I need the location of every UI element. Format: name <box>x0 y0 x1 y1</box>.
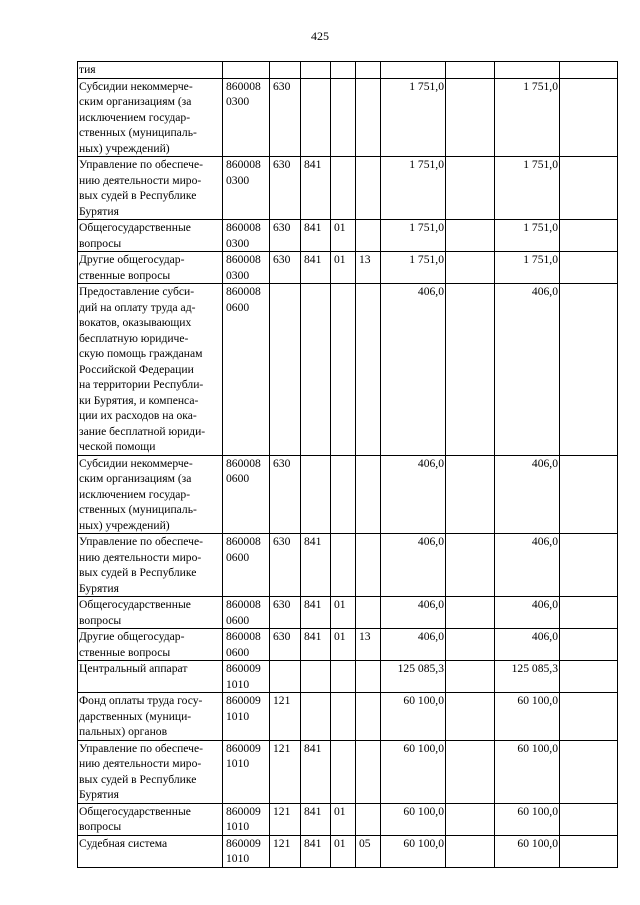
row-empty-1 <box>446 803 495 835</box>
row-gr: 841 <box>301 740 331 803</box>
table-row <box>78 597 618 629</box>
row-empty-1 <box>446 740 495 803</box>
row-gr: 841 <box>301 220 331 252</box>
row-empty-1 <box>446 252 495 284</box>
row-rz <box>331 284 356 456</box>
row-amount-1: 406,0 <box>381 534 446 597</box>
row-name: Судебная система <box>78 835 223 867</box>
row-vr <box>270 62 301 79</box>
row-rz: 01 <box>331 597 356 629</box>
row-code: 860008 0300 <box>223 78 270 157</box>
table-row <box>78 220 618 252</box>
row-pr <box>356 284 381 456</box>
row-amount-2: 1 751,0 <box>495 220 560 252</box>
row-pr <box>356 534 381 597</box>
row-code: 860008 0600 <box>223 597 270 629</box>
row-pr <box>356 803 381 835</box>
row-vr: 630 <box>270 534 301 597</box>
page-number: 425 <box>311 29 329 43</box>
row-code: 860008 0600 <box>223 455 270 534</box>
budget-table <box>77 61 618 868</box>
row-name: Общегосударственные вопросы <box>78 220 223 252</box>
row-empty-2 <box>560 534 618 597</box>
row-gr <box>301 62 331 79</box>
row-empty-2 <box>560 62 618 79</box>
row-amount-2: 1 751,0 <box>495 78 560 157</box>
row-code: 860008 0300 <box>223 252 270 284</box>
row-amount-2: 406,0 <box>495 284 560 456</box>
table-row <box>78 78 618 157</box>
row-name: Управление по обеспече- нию деятельности миро- вых судей в Республике Бурятия <box>78 740 223 803</box>
row-code: 860008 0300 <box>223 220 270 252</box>
row-gr <box>301 78 331 157</box>
row-rz: 01 <box>331 252 356 284</box>
row-empty-2 <box>560 803 618 835</box>
row-empty-2 <box>560 78 618 157</box>
row-empty-1 <box>446 62 495 79</box>
row-amount-1: 406,0 <box>381 455 446 534</box>
row-empty-1 <box>446 78 495 157</box>
row-vr <box>270 661 301 693</box>
row-pr <box>356 597 381 629</box>
row-empty-1 <box>446 284 495 456</box>
table-row <box>78 62 618 79</box>
row-vr: 121 <box>270 693 301 741</box>
row-pr <box>356 220 381 252</box>
row-code: 860009 1010 <box>223 661 270 693</box>
row-pr <box>356 157 381 220</box>
row-gr: 841 <box>301 534 331 597</box>
table-row <box>78 157 618 220</box>
row-rz <box>331 157 356 220</box>
row-vr: 630 <box>270 252 301 284</box>
table-row <box>78 455 618 534</box>
row-vr: 121 <box>270 740 301 803</box>
row-vr: 121 <box>270 835 301 867</box>
row-amount-1: 60 100,0 <box>381 693 446 741</box>
row-vr: 630 <box>270 455 301 534</box>
row-code: 860009 1010 <box>223 693 270 741</box>
row-amount-2: 406,0 <box>495 597 560 629</box>
row-empty-2 <box>560 455 618 534</box>
row-name: Общегосударственные вопросы <box>78 597 223 629</box>
row-empty-2 <box>560 835 618 867</box>
row-empty-2 <box>560 629 618 661</box>
row-gr: 841 <box>301 629 331 661</box>
row-amount-1: 1 751,0 <box>381 220 446 252</box>
row-code: 860008 0600 <box>223 629 270 661</box>
row-empty-2 <box>560 252 618 284</box>
row-pr: 05 <box>356 835 381 867</box>
row-pr <box>356 62 381 79</box>
table-row <box>78 693 618 741</box>
row-amount-2: 1 751,0 <box>495 157 560 220</box>
row-amount-2: 60 100,0 <box>495 803 560 835</box>
row-code: 860009 1010 <box>223 803 270 835</box>
row-vr: 630 <box>270 597 301 629</box>
row-vr: 121 <box>270 803 301 835</box>
table-row <box>78 534 618 597</box>
row-rz <box>331 78 356 157</box>
row-gr: 841 <box>301 835 331 867</box>
row-empty-1 <box>446 835 495 867</box>
row-amount-1: 1 751,0 <box>381 157 446 220</box>
table-row <box>78 661 618 693</box>
row-rz <box>331 62 356 79</box>
row-name: Субсидии некоммерче- ским организациям (за исключением государ- ственных (муниципаль- ных) учреждений) <box>78 78 223 157</box>
row-name: Субсидии некоммерче- ским организациям (за исключением государ- ственных (муниципаль- ных) учреждений) <box>78 455 223 534</box>
row-gr: 841 <box>301 597 331 629</box>
row-empty-2 <box>560 661 618 693</box>
table-row <box>78 740 618 803</box>
row-empty-1 <box>446 455 495 534</box>
row-amount-1 <box>381 62 446 79</box>
row-vr: 630 <box>270 629 301 661</box>
row-empty-2 <box>560 597 618 629</box>
row-amount-2 <box>495 62 560 79</box>
row-gr <box>301 284 331 456</box>
row-gr: 841 <box>301 803 331 835</box>
row-empty-2 <box>560 740 618 803</box>
row-rz: 01 <box>331 835 356 867</box>
row-vr: 630 <box>270 157 301 220</box>
row-rz <box>331 693 356 741</box>
row-name: Фонд оплаты труда госу- дарственных (муници- пальных) органов <box>78 693 223 741</box>
row-code: 860008 0300 <box>223 157 270 220</box>
row-vr: 630 <box>270 78 301 157</box>
row-name: Общегосударственные вопросы <box>78 803 223 835</box>
row-gr: 841 <box>301 157 331 220</box>
row-empty-1 <box>446 661 495 693</box>
row-rz <box>331 740 356 803</box>
row-name: Предоставление субси- дий на оплату труда ад- вокатов, оказывающих бесплатную юридиче- скую помощь гражданам Российской Федерации на территории Республи- ки Бурятия, и компенса- ции их расходов на ока- зание бесплатной юриди- ческой помощи <box>78 284 223 456</box>
row-pr: 13 <box>356 629 381 661</box>
row-pr: 13 <box>356 252 381 284</box>
row-code: 860009 1010 <box>223 740 270 803</box>
row-amount-2: 60 100,0 <box>495 740 560 803</box>
row-amount-1: 60 100,0 <box>381 740 446 803</box>
row-rz: 01 <box>331 629 356 661</box>
row-pr <box>356 78 381 157</box>
row-pr <box>356 740 381 803</box>
row-name: Управление по обеспече- нию деятельности миро- вых судей в Республике Бурятия <box>78 534 223 597</box>
row-name: Другие общегосудар- ственные вопросы <box>78 629 223 661</box>
row-gr: 841 <box>301 252 331 284</box>
row-amount-1: 125 085,3 <box>381 661 446 693</box>
row-gr <box>301 661 331 693</box>
row-pr <box>356 661 381 693</box>
row-pr <box>356 455 381 534</box>
row-name: Другие общегосудар- ственные вопросы <box>78 252 223 284</box>
row-empty-2 <box>560 157 618 220</box>
row-rz: 01 <box>331 803 356 835</box>
row-empty-1 <box>446 597 495 629</box>
row-amount-2: 406,0 <box>495 455 560 534</box>
row-empty-1 <box>446 629 495 661</box>
row-amount-2: 60 100,0 <box>495 693 560 741</box>
table-row <box>78 284 618 456</box>
row-empty-2 <box>560 693 618 741</box>
row-amount-1: 406,0 <box>381 629 446 661</box>
row-amount-2: 1 751,0 <box>495 252 560 284</box>
row-pr <box>356 693 381 741</box>
row-gr <box>301 455 331 534</box>
row-rz: 01 <box>331 220 356 252</box>
row-amount-2: 60 100,0 <box>495 835 560 867</box>
row-code <box>223 62 270 79</box>
row-empty-1 <box>446 220 495 252</box>
row-amount-1: 60 100,0 <box>381 835 446 867</box>
row-empty-2 <box>560 220 618 252</box>
row-amount-2: 125 085,3 <box>495 661 560 693</box>
row-rz <box>331 455 356 534</box>
row-name: Управление по обеспече- нию деятельности миро- вых судей в Республике Бурятия <box>78 157 223 220</box>
row-empty-1 <box>446 157 495 220</box>
row-gr <box>301 693 331 741</box>
row-rz <box>331 661 356 693</box>
row-code: 860008 0600 <box>223 534 270 597</box>
row-amount-1: 406,0 <box>381 284 446 456</box>
table-row <box>78 803 618 835</box>
row-vr <box>270 284 301 456</box>
row-code: 860009 1010 <box>223 835 270 867</box>
row-empty-2 <box>560 284 618 456</box>
row-vr: 630 <box>270 220 301 252</box>
row-amount-1: 1 751,0 <box>381 78 446 157</box>
row-name: Центральный аппарат <box>78 661 223 693</box>
table-row <box>78 835 618 867</box>
row-rz <box>331 534 356 597</box>
table-row <box>78 629 618 661</box>
row-amount-1: 60 100,0 <box>381 803 446 835</box>
row-name: тия <box>78 62 223 79</box>
row-code: 860008 0600 <box>223 284 270 456</box>
row-amount-1: 1 751,0 <box>381 252 446 284</box>
table-row <box>78 252 618 284</box>
row-amount-2: 406,0 <box>495 534 560 597</box>
row-amount-1: 406,0 <box>381 597 446 629</box>
row-empty-1 <box>446 534 495 597</box>
row-amount-2: 406,0 <box>495 629 560 661</box>
row-empty-1 <box>446 693 495 741</box>
